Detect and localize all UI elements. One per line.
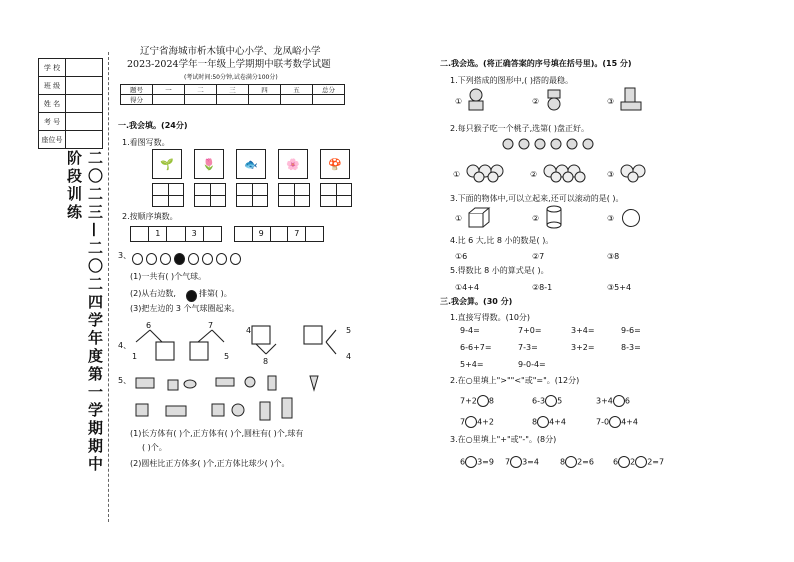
option-label: ① [455,214,463,223]
q4-number: 4、 [118,341,132,350]
p2-q1: 1.下列搭成的图形中,( )搭的最稳。 [450,76,573,85]
solid-shapes-figure [128,374,328,422]
cylinder-icon [544,204,564,230]
balloon-icon [146,253,157,265]
answer-grid[interactable] [320,183,352,207]
part3-heading: 三.我会算。(30 分) [440,297,513,306]
balloon-icon [202,253,213,265]
score-cell[interactable] [217,95,249,105]
part2-heading: 二.我会选。(将正确答案的序号填在括号里)。(15 分) [440,59,632,68]
compare-item: 3+4 6 [596,396,630,406]
calc-item: 9-0-4= [518,360,546,369]
option-label: ① [455,97,463,106]
seq-cell[interactable] [306,227,323,241]
balloon-icon [230,253,241,265]
stack-figure-3 [619,86,643,112]
calc-item: 7-3= [518,343,538,352]
balloon-icon [188,253,199,265]
field-label: 学 校 [39,59,66,77]
p3-q1: 1.直接写得数。(10分) [450,313,531,322]
score-cell[interactable] [153,95,185,105]
balloon-icon [132,253,143,265]
exam-info: (考试时间:50分钟,试卷满分100分) [184,74,278,81]
q3-number: 3、 [118,251,132,260]
calc-item: 7+0= [518,326,542,335]
answer-grid[interactable] [152,183,184,207]
calc-item: 8-3= [621,343,641,352]
operator-item: 6 3=9 [460,457,494,467]
seat-number-field[interactable] [66,131,103,149]
split-number: 4 [246,326,252,335]
answer-circle[interactable] [545,395,557,407]
score-header: 一 [153,85,185,95]
seq-cell[interactable] [271,227,289,241]
option: ①4+4 [455,283,480,292]
black-balloon-icon [186,290,197,302]
school-field[interactable] [66,59,103,77]
option-label: ② [532,97,540,106]
compare-item: 8 4+4 [532,417,566,427]
answer-circle[interactable] [613,395,625,407]
seq-cell: 3 [186,227,204,241]
score-header: 总分 [313,85,345,95]
sequence-box-1 [130,226,222,242]
plant-picture: 🌱 [152,149,182,179]
option: ②8-1 [532,283,553,292]
sequence-box-2 [234,226,324,242]
seq-cell[interactable] [204,227,221,241]
q3-b: (2)从右边数, [130,289,176,298]
score-header: 五 [281,85,313,95]
score-table [120,84,345,105]
flower-picture: 🌷 [194,149,224,179]
option: ①6 [455,252,468,261]
option-label: ③ [607,170,615,179]
option: ②7 [532,252,545,261]
picture-row [152,149,350,179]
score-row-label: 得分 [121,95,153,105]
class-field[interactable] [66,77,103,95]
score-header: 四 [249,85,281,95]
part1-heading: 一.我会填。(24分) [118,121,188,130]
peach-plate-1 [465,161,511,183]
stack-figure-2 [544,88,564,112]
balloon-icon [216,253,227,265]
field-label: 班 级 [39,77,66,95]
answer-circle[interactable] [537,416,549,428]
split-number: 4 [346,352,352,361]
answer-grid[interactable] [236,183,268,207]
score-header: 三 [217,85,249,95]
black-balloon-icon [174,253,185,265]
answer-circle[interactable] [465,416,477,428]
score-header: 二 [185,85,217,95]
answer-circle[interactable] [565,456,577,468]
answer-circle[interactable] [510,456,522,468]
score-cell[interactable] [249,95,281,105]
answer-circle[interactable] [618,456,630,468]
seq-cell: 7 [288,227,306,241]
p2-q5: 5.得数比 8 小的算式是( )。 [450,266,549,275]
score-cell[interactable] [281,95,313,105]
mushroom-picture: 🍄 [320,149,350,179]
q5-a2: ( )个。 [142,443,167,452]
option-label: ③ [607,214,615,223]
field-label: 座位号 [39,131,66,149]
field-label: 考 号 [39,113,66,131]
p3-q3: 3.在○里填上"+"或"-"。(8分) [450,435,557,444]
student-info-table [38,58,103,149]
q3-b2: 排第( )。 [199,289,232,298]
p3-q2: 2.在○里填上">""<"或"="。(12分) [450,376,580,385]
calc-item: 3+4= [571,326,595,335]
answer-grid-row [152,183,352,207]
fish-picture: 🐟 [236,149,266,179]
split-number: 8 [263,357,269,366]
balloon-icon [160,253,171,265]
sphere-icon [622,209,640,227]
peach-plate-2 [542,161,588,183]
peach-plate-3 [619,161,649,183]
calc-item: 6-6+7= [460,343,492,352]
answer-circle[interactable] [477,395,489,407]
compare-item: 7+2 8 [460,396,494,406]
seq-cell[interactable] [167,227,185,241]
answer-grid[interactable] [278,183,310,207]
score-cell[interactable] [185,95,217,105]
p2-q4: 4.比 6 大,比 8 小的数是( )。 [450,236,554,245]
score-cell[interactable] [313,95,345,105]
operator-item: 6 2 2=7 [613,457,665,467]
calc-item: 9-4= [460,326,480,335]
q5-number: 5、 [118,376,132,385]
calc-item: 5+4= [460,360,484,369]
p2-q2: 2.每只猴子吃一个桃子,选第( )盘正好。 [450,124,589,133]
name-field[interactable] [66,95,103,113]
monkeys-figure [498,136,608,156]
option: ③8 [607,252,620,261]
answer-circle[interactable] [635,456,647,468]
split-number: 5 [346,326,352,335]
exam-title: 2023-2024学年一年级上学期期中联考数学试题 [127,59,331,70]
seq-cell: 9 [253,227,271,241]
split-number: 6 [146,321,152,330]
option-label: ② [530,170,538,179]
score-header: 题号 [121,85,153,95]
answer-grid[interactable] [194,183,226,207]
calc-item: 9-6= [621,326,641,335]
q5-a: (1)长方体有( )个,正方体有( )个,圆柱有( )个,球有 [130,429,304,438]
q2-text: 2.按顺序填数。 [122,212,178,221]
option: ③5+4 [607,283,632,292]
binding-line [108,52,109,522]
field-label: 姓 名 [39,95,66,113]
q3-a: (1)一共有( )个气球。 [130,272,207,281]
q3-c: (3)把左边的 3 个气球圈起来。 [130,304,240,313]
stack-figure-1 [466,88,486,112]
option-label: ① [453,170,461,179]
cube-icon [467,206,491,230]
seq-cell[interactable] [235,227,253,241]
exam-number-field[interactable] [66,113,103,131]
answer-circle[interactable] [465,456,477,468]
split-number: 5 [224,352,230,361]
compare-item: 6-3 5 [532,396,563,406]
number-split-diagrams [126,318,356,370]
compare-item: 7-0 4+4 [596,417,638,427]
vertical-term-title: 二〇二三—二〇二四学年度第一学期期中阶段训练 [65,150,104,474]
answer-circle[interactable] [609,416,621,428]
q5-b: (2)圆柱比正方体多( )个,正方体比球少( )个。 [130,459,290,468]
p2-q3: 3.下面的物体中,可以立起来,还可以滚动的是( )。 [450,194,624,203]
balloon-row [132,250,244,269]
option-label: ② [532,214,540,223]
compare-item: 7 4+2 [460,417,494,427]
school-line: 辽宁省海城市析木镇中心小学、龙凤峪小学 [140,46,321,57]
option-label: ③ [607,97,615,106]
calc-item: 3+2= [571,343,595,352]
operator-item: 8 2=6 [560,457,594,467]
seq-cell: 1 [149,227,167,241]
split-number: 7 [208,321,214,330]
split-number: 1 [132,352,138,361]
seq-cell[interactable] [131,227,149,241]
operator-item: 7 3=4 [505,457,539,467]
blossom-picture: 🌸 [278,149,308,179]
q1-text: 1.看图写数。 [122,138,170,147]
